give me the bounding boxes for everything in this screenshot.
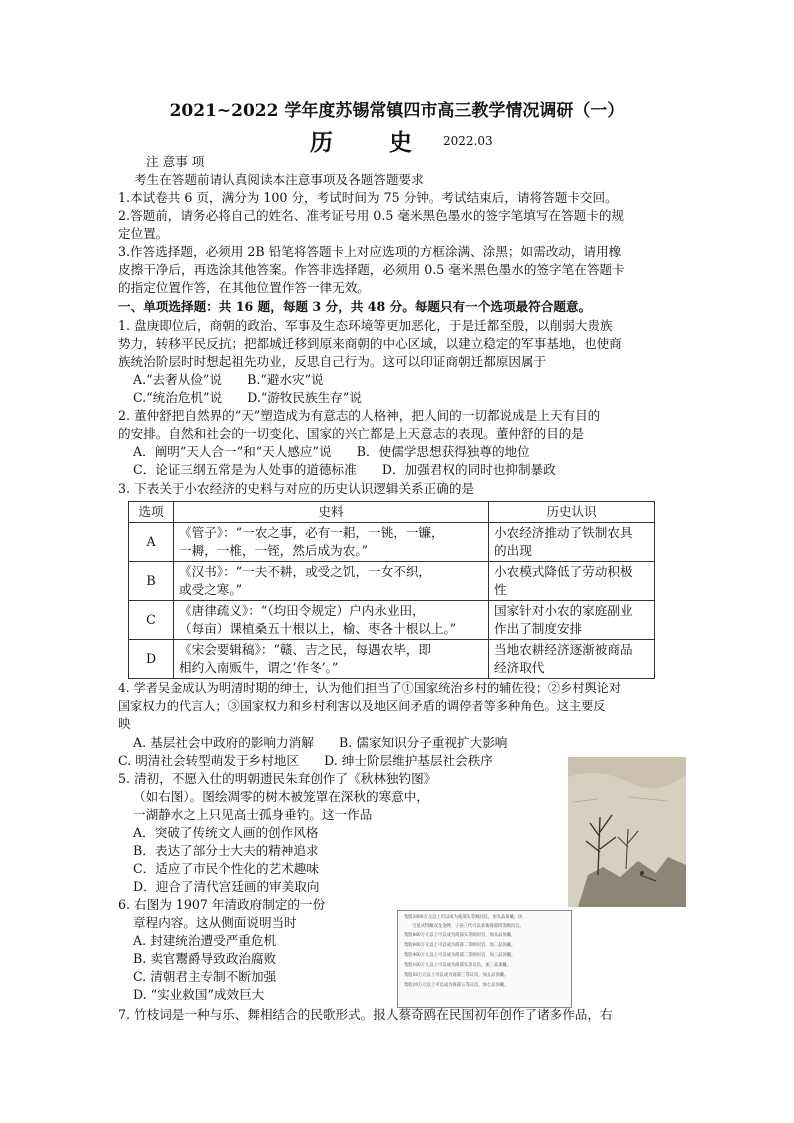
table-row	[129, 562, 655, 601]
q6-option: D. “实业救国”成效巨大	[133, 987, 265, 1002]
table-header-row	[129, 502, 655, 523]
notice-line: 宝星式特赐双龙金牌，子孙三代可以承袭商部四等顾问官。	[412, 924, 524, 929]
q5-stem: （如右图）。图绘凋零的树木被笼罩在深秋的寒意中，	[133, 789, 429, 804]
source-line: 《唐律疏义》：“（均田令规定）户内永业田，	[179, 603, 425, 618]
notice-line: 集股2000万元以上可以成为商部头等顾问官，加头品顶戴，仿	[404, 915, 523, 920]
q5-option: D．迎合了清代宫廷画的审美取向	[133, 879, 320, 894]
table-header: 史料	[174, 502, 489, 523]
insight-line: 性	[494, 582, 507, 597]
q5-option: B．表达了部分士大夫的精神追求	[133, 843, 319, 858]
table-cell-source	[174, 640, 489, 679]
q4-stem: 4. 学者吴金成认为明清时期的绅士，认为他们担当了①国家统治乡村的辅佐役；②乡村舆论对	[118, 681, 622, 695]
q2-options: C．论证三纲五常是为人处事的道德标准 D．加强君权的同时也抑制暴政	[133, 462, 556, 477]
notes-line: 1.本试卷共 6 页，满分为 100 分，考试时间为 75 分钟。考试结束后，请将答题卡交回。	[118, 190, 618, 205]
q3-stem: 3. 下表关于小农经济的史料与对应的历史认识逻辑关系正确的是	[118, 481, 475, 496]
notice-line: 集股400万元以上可以成为商部三等顾问官，加三品顶戴。	[404, 953, 516, 958]
q1-options: A.“去奢从俭”说 B.“避水灾”说	[133, 372, 324, 387]
table-cell-option: A	[129, 523, 174, 562]
notes-line: 定位置。	[118, 226, 169, 241]
q6-stem: 章程内容。这从侧面说明当时	[133, 915, 297, 930]
table-cell-source	[174, 562, 489, 601]
q2-options: A．阐明“天人合一”和“天人感应”说 B．使儒学思想获得独尊的地位	[133, 444, 530, 459]
source-line: 《管子》：“一农之事，必有一耜，一铫，一镰，	[179, 525, 444, 540]
notice-line: 集股800万元以上可以成为商部头等顾问官，加头品顶戴。	[404, 933, 516, 938]
q1-options: C.“统治危机”说 D.“游牧民族生存”说	[133, 390, 362, 405]
table-row	[129, 601, 655, 640]
q4-stem: 映	[118, 716, 131, 731]
exam-title: 2021~2022 学年度苏锡常镇四市高三教学情况调研（一）	[169, 101, 625, 121]
notice-line: 集股600万元以上可以成为商部二等顾问官，加二品顶戴。	[404, 943, 516, 948]
charter-notice-image	[397, 910, 572, 1008]
table-cell-option: D	[129, 640, 174, 679]
table-header: 选项	[129, 502, 174, 523]
subject-heading: 历 史	[310, 129, 437, 156]
table-row	[129, 523, 655, 562]
notice-line: 集股20万元以上可以成为商部五等议员，加七品顶戴。	[404, 983, 509, 988]
section-heading: 一、单项选择题：共 16 题，每题 3 分，共 48 分。每题只有一个选项最符合题意。	[118, 299, 592, 314]
notes-intro: 考生在答题前请认真阅读本注意事项及各题答题要求	[134, 172, 424, 187]
q5-option: C．适应了市民个性化的艺术趣味	[133, 861, 319, 876]
q1-stem: 1. 盘庚即位后，商朝的政治、军事及生态环境等更加恶化，于是迁都至殷，以削弱大贵族	[118, 318, 613, 333]
table-cell-option: C	[129, 601, 174, 640]
notes-line: 的指定位置作答，在其他位置作答一律无效。	[118, 280, 370, 295]
notes-line: 3.作答选择题，必须用 2B 铅笔将答题卡上对应选项的方框涂满、涂黑；如需改动，请用橡	[118, 244, 622, 259]
insight-line: 国家针对小农的家庭副业	[494, 603, 633, 618]
q6-stem: 6. 右图为 1907 年清政府制定的一份	[118, 897, 326, 912]
q5-stem: 一湖静水之上只见高士孤身垂钓。这一作品	[133, 807, 373, 822]
notice-line: 集股50万元以上可以成为商部三等议员，加五品顶戴。	[404, 973, 509, 978]
q6-option: C. 清朝君主专制不断加强	[133, 969, 277, 984]
table-cell-option: B	[129, 562, 174, 601]
q1-stem: 势力，转移平民反抗；把都城迁移到原来商朝的中心区域，以建立稳定的军事基地，也使商	[118, 336, 622, 351]
q5-option: A．突破了传统文人画的创作风格	[133, 825, 319, 840]
q6-option: B. 卖官鬻爵导致政治腐败	[133, 951, 277, 966]
source-line: 一耨，一椎，一铚，然后成为农。”	[179, 543, 369, 558]
q2-stem: 的安排。自然和社会的一切变化、国家的兴亡都是上天意志的表现。董仲舒的目的是	[118, 426, 584, 441]
table-cell-insight	[489, 523, 655, 562]
table-cell-source	[174, 601, 489, 640]
q2-stem: 2. 董仲舒把自然界的“天”塑造成为有意志的人格神，把人间的一切都说成是上天有目的	[118, 408, 601, 423]
q3-table	[128, 501, 655, 679]
q1-stem: 族统治阶层时时想起祖先功业，反思自己行为。这可以印证商朝迁都原因属于	[118, 354, 547, 369]
notes-line: 2.答题前，请务必将自己的姓名、准考证号用 0.5 毫米黑色墨水的签字笔填写在答题卡的规	[118, 208, 625, 223]
q7-stem: 7. 竹枝词是一种与乐、舞相结合的民歌形式。报人蔡奇鸥在民国初年创作了诸多作品，右	[118, 1007, 613, 1022]
q4-options: A. 基层社会中政府的影响力消解 B. 儒家知识分子重视扩大影响	[133, 735, 508, 750]
table-header: 历史认识	[489, 502, 655, 523]
q4-options: C. 明清社会转型萌发于乡村地区 D. 绅士阶层维护基层社会秩序	[118, 753, 493, 768]
insight-line: 作出了制度安排	[494, 621, 583, 636]
q5-stem: 5. 清初，不愿入仕的明朝遗民朱耷创作了《秋林独钓图》	[118, 771, 437, 786]
q4-stem: 国家权力的代言人；③国家权力和乡村利害以及地区间矛盾的调停者等多种角色。这主要反	[118, 699, 606, 713]
source-line: 相约入南贩牛，谓之‘作冬’。”	[179, 660, 339, 675]
table-cell-insight	[489, 640, 655, 679]
source-line: （每亩）课植桑五十根以上，榆、枣各十根以上。”	[179, 621, 457, 636]
exam-date: 2022.03	[443, 134, 493, 148]
insight-line: 经济取代	[494, 660, 545, 675]
source-line: 或受之寒。”	[179, 582, 243, 597]
insight-line: 小农模式降低了劳动积极	[494, 564, 633, 579]
table-cell-insight	[489, 562, 655, 601]
insight-line: 小农经济推动了铁制农具	[494, 525, 633, 540]
table-cell-source	[174, 523, 489, 562]
notice-line: 集股100万元以上可以成为商部头等议员，加三品顶戴。	[404, 963, 512, 968]
source-line: 《汉书》：“一夫不耕，或受之饥，一女不织，	[179, 564, 432, 579]
painting-illustration	[568, 757, 686, 907]
table-cell-insight	[489, 601, 655, 640]
table-row	[129, 640, 655, 679]
q6-option: A. 封建统治遭受严重危机	[133, 933, 277, 948]
insight-line: 的出现	[494, 543, 532, 558]
notes-line: 皮擦干净后，再选涂其他答案。作答非选择题，必须用 0.5 毫米黑色墨水的签字笔在答题卡	[118, 262, 625, 277]
source-line: 《宋会要辑稿》：“赣、吉之民，每遇农毕，即	[179, 642, 432, 657]
insight-line: 当地农耕经济逐渐被商品	[494, 642, 633, 657]
landscape-painting-image	[568, 757, 686, 907]
notes-heading: 注 意事 项	[146, 154, 205, 169]
